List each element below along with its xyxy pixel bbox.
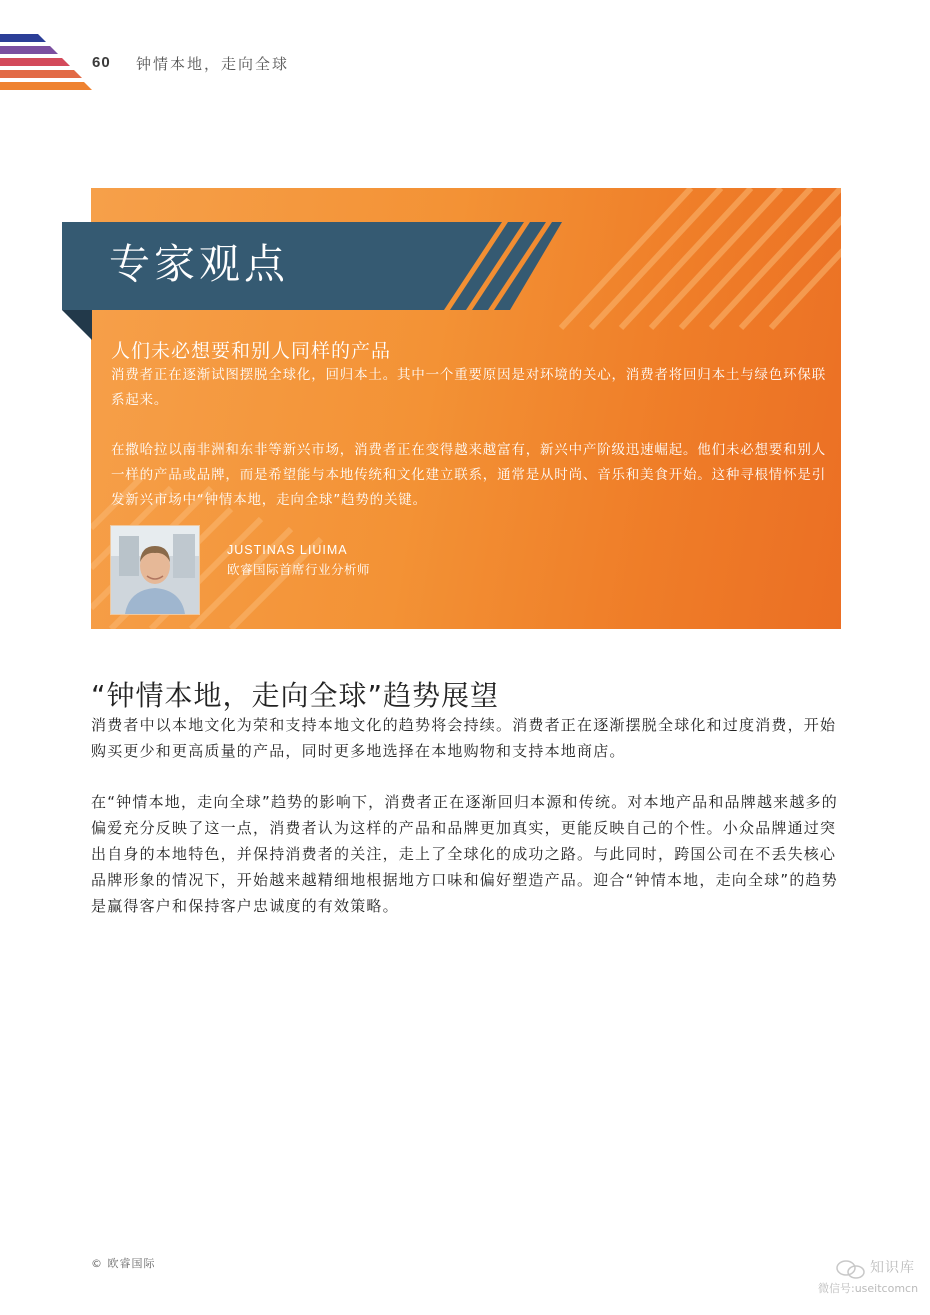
running-title: 钟情本地，走向全球: [136, 55, 290, 73]
section-paragraph-2: 在“钟情本地，走向全球”趋势的影响下，消费者正在逐渐回归本源和传统。对本地产品和品牌越来越多的偏爱充分反映了这一点，消费者认为这样的产品和品牌更加真实，更能反映自己的个性。小众品牌通过突出自身的本地特色，并保持消费者的关注，走上了全球化的成功之路。与此同时，跨国公司在不丢失核心品牌形象的情况下，开始越来越精细地根据地方口味和偏好塑造产品。迎合“钟情本地，走向全球”的趋势是赢得客户和保持客户忠诚度的有效策略。: [91, 793, 838, 915]
copyright: © 欧睿国际: [91, 1257, 156, 1270]
expert-banner-title: 专家观点: [109, 240, 289, 288]
section-heading: “钟情本地，走向全球”趋势展望: [91, 679, 500, 712]
section-paragraph-1: 消费者中以本地文化为荣和支持本地文化的趋势将会持续。消费者正在逐渐摆脱全球化和过度消费，开始购买更少和更高质量的产品，同时更多地选择在本地购物和支持本地商店。: [91, 716, 837, 760]
expert-subtitle: 人们未必想要和别人同样的产品: [111, 340, 392, 362]
watermark-wechat-id: 微信号:useitcomcn: [818, 1282, 919, 1295]
analyst-title: 欧睿国际首席行业分析师: [227, 562, 371, 577]
page-number: 60: [92, 54, 111, 71]
analyst-name: JUSTINAS LIUIMA: [227, 543, 348, 557]
expert-paragraph-2: 在撒哈拉以南非洲和东非等新兴市场，消费者正在变得越来越富有，新兴中产阶级迅速崛起。他们未必想要和别人一样的产品或品牌，而是希望能与本地传统和文化建立联系，通常是从时尚、音乐和美食开始。这种寻根情怀是引发新兴市场中“钟情本地，走向全球”趋势的关键。: [111, 442, 826, 508]
expert-paragraph-1: 消费者正在逐渐试图摆脱全球化，回归本土。其中一个重要原因是对环境的关心，消费者将回归本土与绿色环保联系起来。: [111, 367, 826, 408]
analyst-photo: [110, 525, 200, 615]
watermark-brand: 知识库: [870, 1260, 915, 1276]
header-stripes-decoration: [0, 34, 100, 98]
